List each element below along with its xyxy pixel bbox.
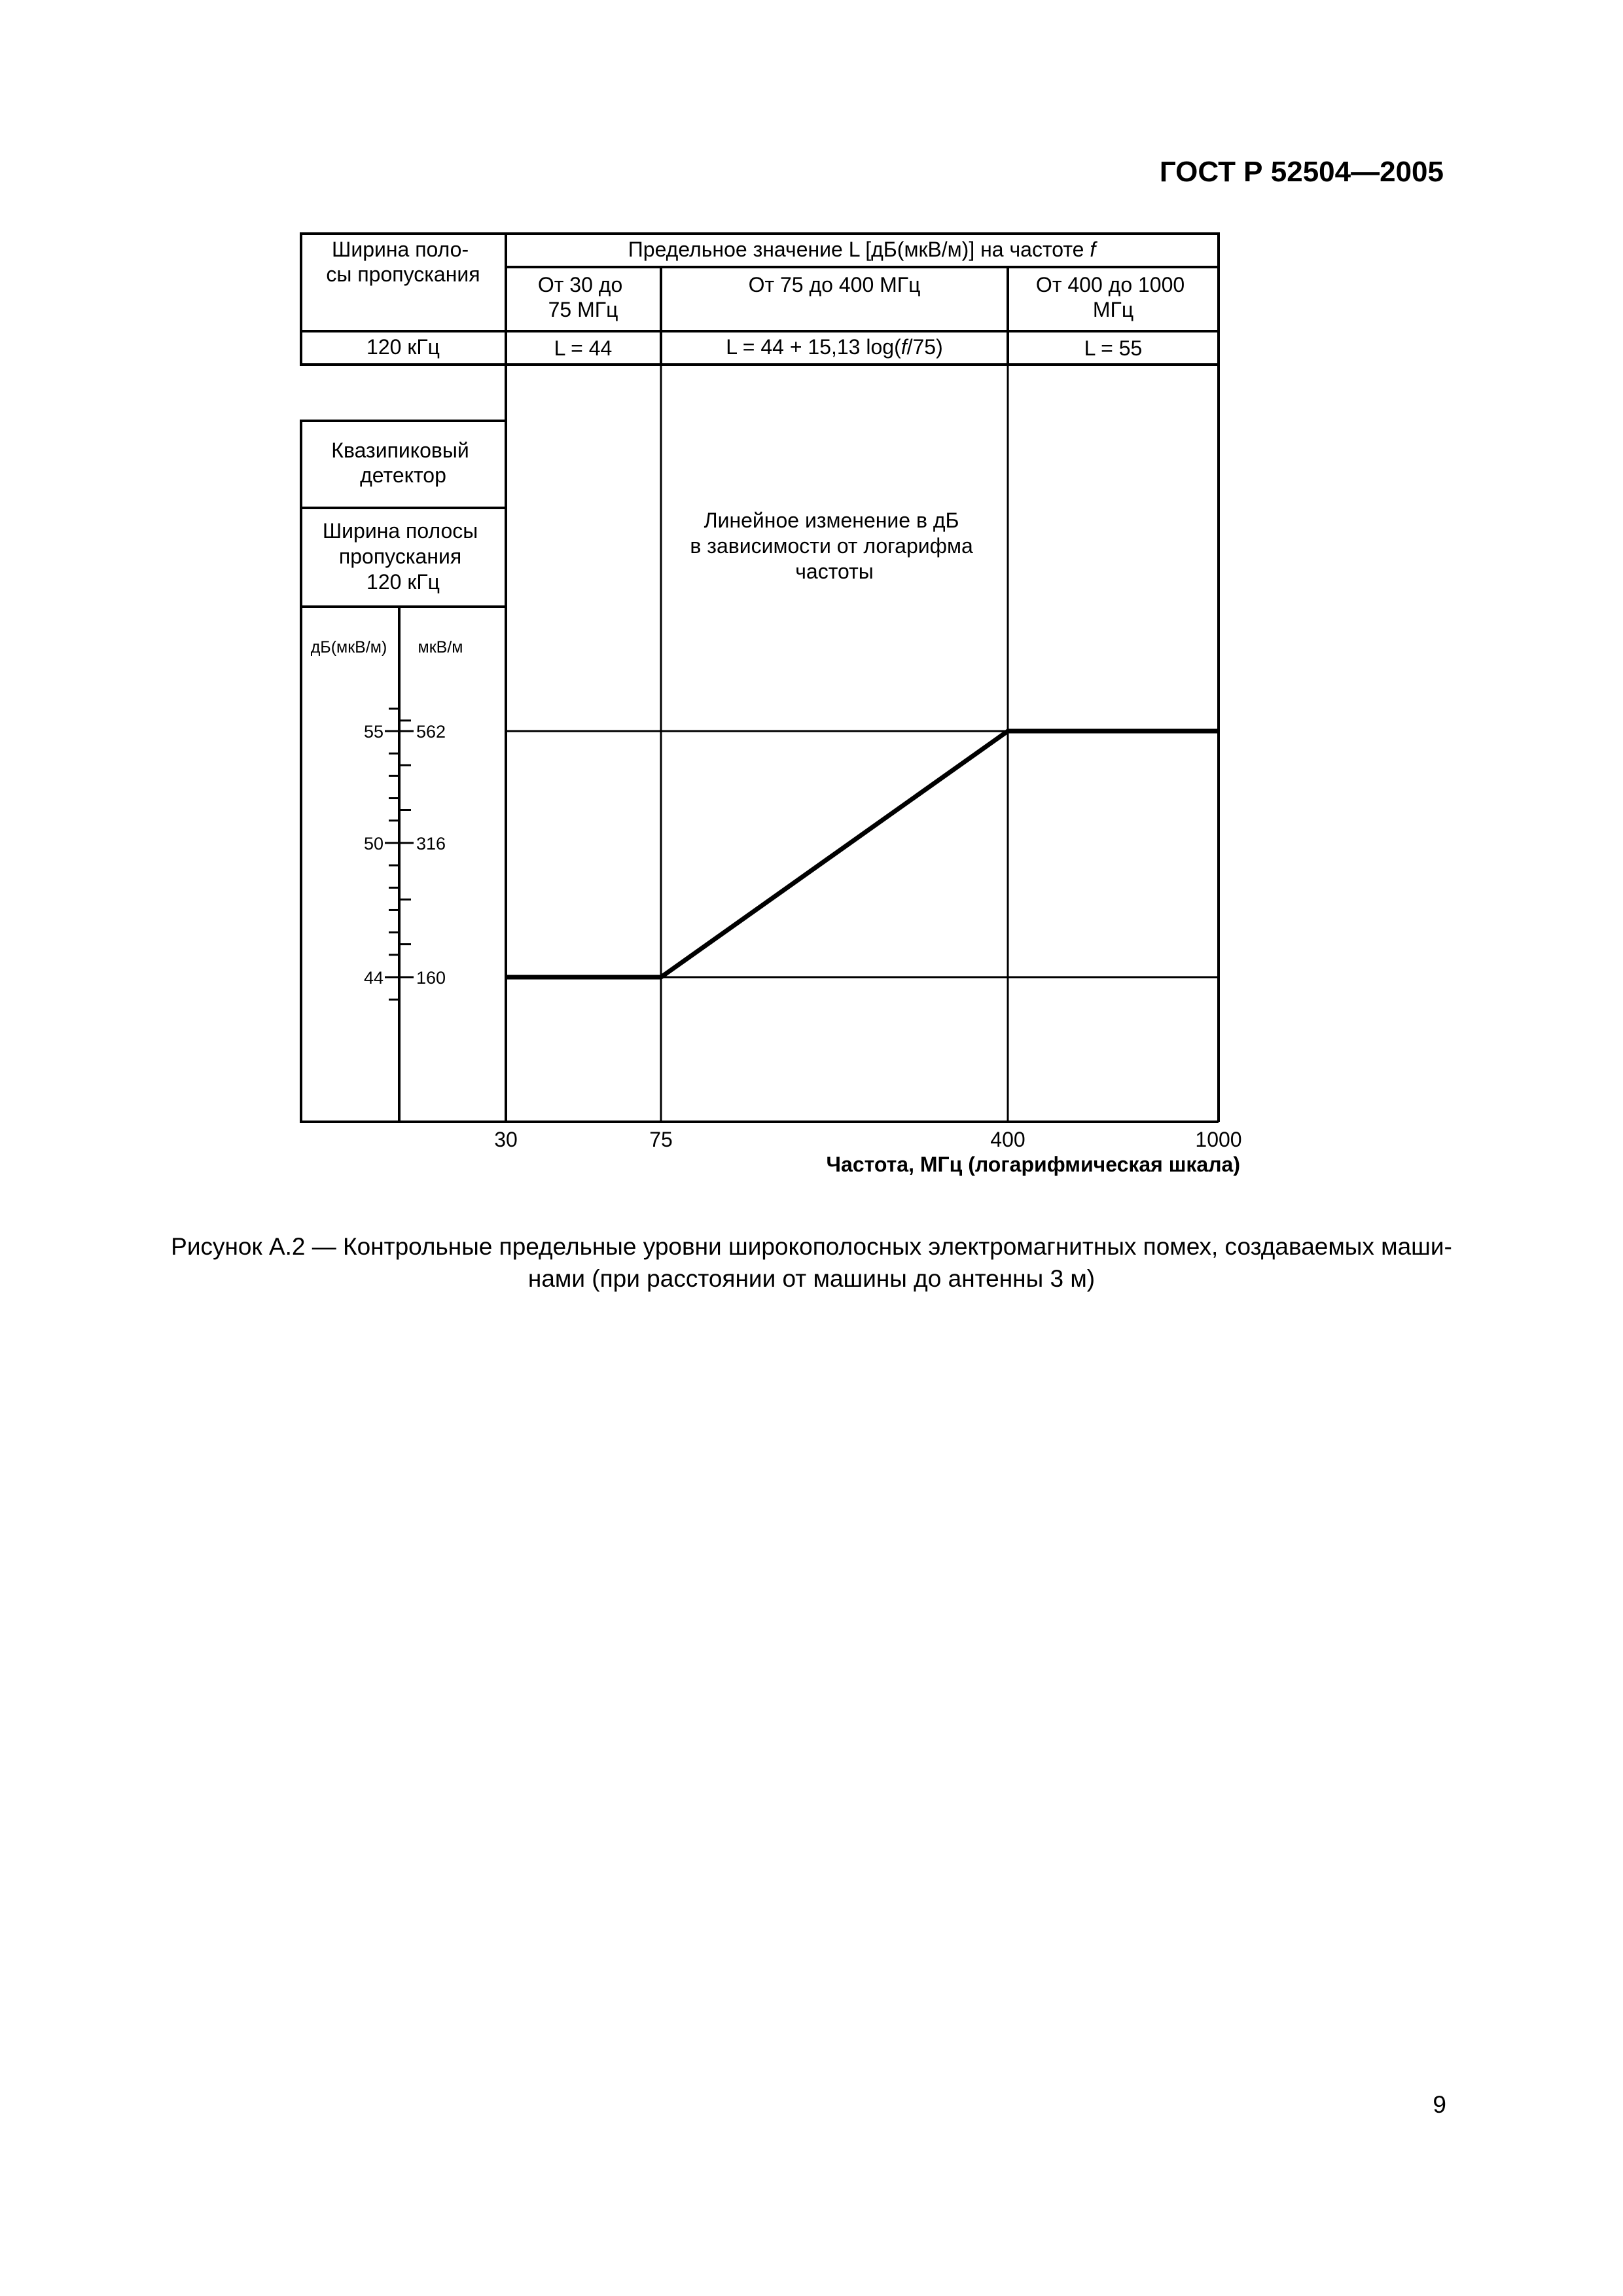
db-axis-unit: дБ(мкВ/м) — [310, 638, 387, 656]
uv-tick-label: 316 — [416, 833, 446, 853]
scale-labels — [364, 722, 446, 988]
band-1-label: От 30 до 75 МГц — [537, 273, 623, 321]
band-3-formula: L = 55 — [1084, 336, 1143, 360]
x-tick-label: 1000 — [1195, 1128, 1242, 1151]
bandwidth-header — [326, 238, 480, 286]
caption-line: Рисунок А.2 — Контрольные предельные уровни широкополосных электромагнитных помех, создаваемых маши- — [171, 1233, 1452, 1260]
band-3-label: От 400 до 1000 МГц — [1035, 273, 1185, 321]
x-axis-title: Частота, МГц (логарифмическая шкала) — [826, 1153, 1240, 1176]
bandwidth-label: Ширина полосы пропускания 120 кГц — [322, 519, 478, 594]
band-2-label: От 75 до 400 МГц — [748, 273, 921, 296]
document-id: ГОСТ Р 52504—2005 — [1159, 156, 1444, 188]
series-layer — [506, 731, 1219, 977]
limit-header: Предельное значение L [дБ(мкВ/м)] на частоте f — [628, 238, 1096, 261]
page-number: 9 — [1433, 2091, 1446, 2118]
db-tick-label: 50 — [363, 833, 383, 853]
table-text — [326, 238, 1190, 360]
plot-annotation: Линейное изменение в дБ в зависимости от логарифма частоты — [690, 509, 973, 583]
caption-line: нами (при расстоянии от машины до антенны 3 м) — [527, 1265, 1096, 1292]
x-tick-label: 400 — [990, 1128, 1026, 1151]
bandwidth-value: 120 кГц — [366, 335, 440, 359]
x-tick-label: 75 — [649, 1128, 673, 1151]
x-tick-labels — [494, 1128, 1241, 1151]
series-line — [506, 731, 1219, 977]
plot-frame — [506, 365, 1219, 1122]
x-tick-label: 30 — [494, 1128, 518, 1151]
detector-label: Квазипиковый детектор — [331, 439, 469, 487]
legend-text — [311, 439, 484, 656]
plot-grid — [506, 365, 1219, 1122]
bandwidth-header-line: сы пропускания — [326, 262, 480, 286]
uv-tick-label: 160 — [416, 968, 446, 988]
uv-tick-label: 562 — [416, 722, 446, 742]
db-tick-label: 55 — [363, 722, 383, 742]
db-tick-label: 44 — [363, 968, 383, 988]
band-2-formula: L = 44 + 15,13 log(f/75) — [726, 335, 943, 359]
figure-caption — [111, 1230, 1512, 1295]
uv-axis-unit: мкВ/м — [418, 638, 463, 656]
bandwidth-header-line: Ширина поло- — [331, 238, 469, 261]
band-1-formula: L = 44 — [554, 336, 613, 360]
